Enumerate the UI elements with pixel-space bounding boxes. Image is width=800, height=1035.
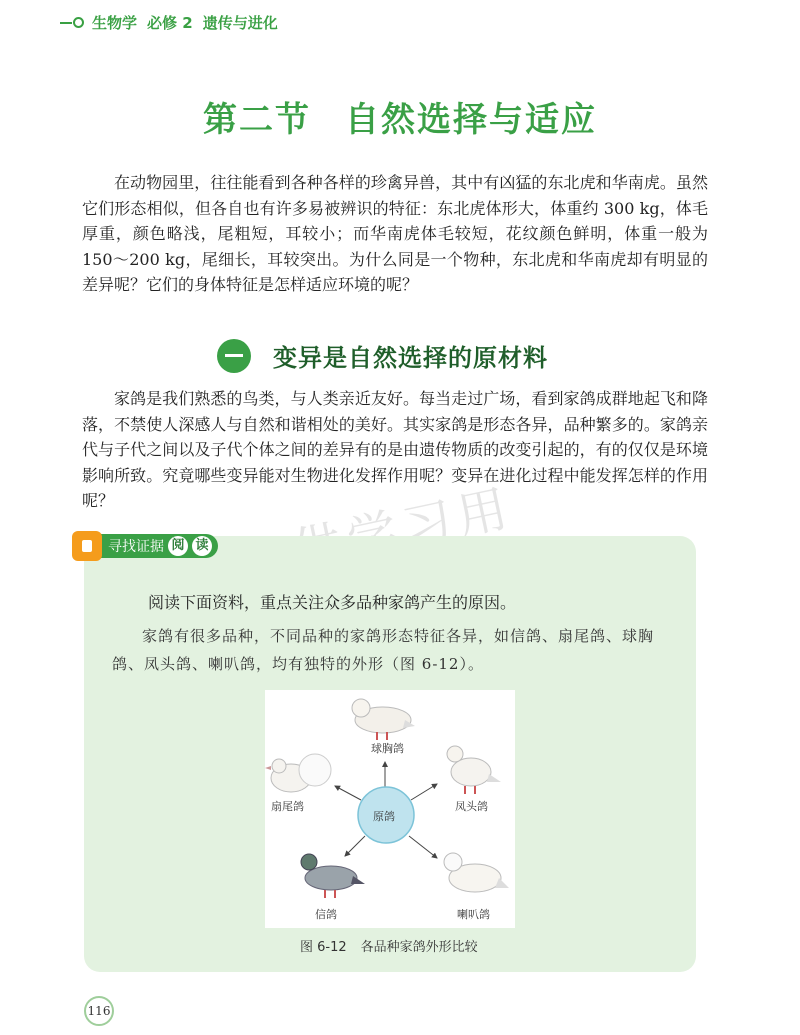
- section-number-badge: [217, 339, 251, 373]
- title-section-name: 自然选择与适应: [345, 100, 597, 140]
- body-paragraph: [82, 386, 708, 514]
- label-trumpeter: 喇叭鸽: [457, 908, 490, 921]
- tab-char-read1: 阅: [168, 536, 188, 556]
- evidence-material-text: 家鸽有很多品种，不同品种的家鸽形态特征各异，如信鸽、扇尾鸽、球胸鸽、凤头鸽、喇叭鸽，均有独特的外形（图 6-12）。: [112, 627, 655, 673]
- label-rock-dove: 原鸽: [373, 810, 395, 823]
- title-section-number: 第二节: [203, 100, 311, 140]
- pouter-pigeon-icon: [352, 699, 415, 740]
- label-fantail: 扇尾鸽: [271, 800, 304, 813]
- figure-pigeon-breeds: [265, 690, 515, 928]
- page-number: 116: [84, 996, 114, 1026]
- evidence-tab-pill: [98, 534, 218, 558]
- label-homing: 信鸽: [315, 908, 337, 921]
- header-line-decoration: [60, 22, 72, 24]
- watermark: 供学习用: [287, 478, 519, 582]
- header-subject: 生物学: [92, 14, 138, 32]
- badge-dash-icon: [225, 354, 243, 357]
- intro-paragraph: [82, 170, 708, 298]
- homing-pigeon-icon: [301, 854, 365, 898]
- evidence-tab-label: 寻找证据: [108, 539, 164, 555]
- header-volume: 必修 2: [147, 14, 193, 32]
- label-pouter: 球胸鸽: [371, 742, 404, 755]
- fantail-pigeon-icon: [265, 754, 331, 792]
- header-circle-icon: [73, 17, 84, 28]
- evidence-instruction: 阅读下面资料，重点关注众多品种家鸽产生的原因。: [148, 593, 517, 612]
- evidence-tab: [72, 532, 218, 560]
- body-text: 家鸽是我们熟悉的鸟类，与人类亲近友好。每当走过广场，看到家鸽成群地起飞和降落，不禁使人深感人与自然和谐相处的美好。其实家鸽是形态各异，品种繁多的。家鸽亲代与子代之间以及子代个体之间的差异有的是由遗传物质的改变引起的，有的仅仅是环境影响所致。究竟哪些变异能对生物进化发挥作用呢？变异在进化过程中能发挥怎样的作用呢？: [82, 389, 708, 510]
- caption-text: 各品种家鸽外形比较: [360, 940, 478, 955]
- figure-caption: [300, 936, 478, 955]
- tab-char-read2: 读: [192, 536, 212, 556]
- section-title: 变异是自然选择的原材料: [273, 344, 548, 372]
- label-crested: 凤头鸽: [455, 800, 488, 813]
- crested-pigeon-icon: [447, 746, 501, 794]
- page-header: [60, 12, 288, 33]
- evidence-material: [112, 622, 672, 678]
- trumpeter-pigeon-icon: [444, 853, 509, 892]
- intro-text: 在动物园里，往往能看到各种各样的珍禽异兽，其中有凶猛的东北虎和华南虎。虽然它们形态相似，但各自也有许多易被辨识的特征：东北虎体形大，体重约 300 kg，体毛厚重，颜色略浅，尾粗短，耳较小；而华南虎体毛较短，花纹颜色鲜明，体重一般为 150～200 kg，尾细长，耳较突出。为什么同是一个物种，东北虎和华南虎却有明显的差异呢？它们的身体特征是怎样适应环境的呢？: [82, 173, 708, 294]
- caption-number: 图 6-12: [300, 940, 347, 955]
- page-title: [0, 92, 800, 141]
- header-unit: 遗传与进化: [202, 14, 278, 32]
- document-search-icon: [72, 531, 102, 561]
- section-heading: [217, 338, 548, 373]
